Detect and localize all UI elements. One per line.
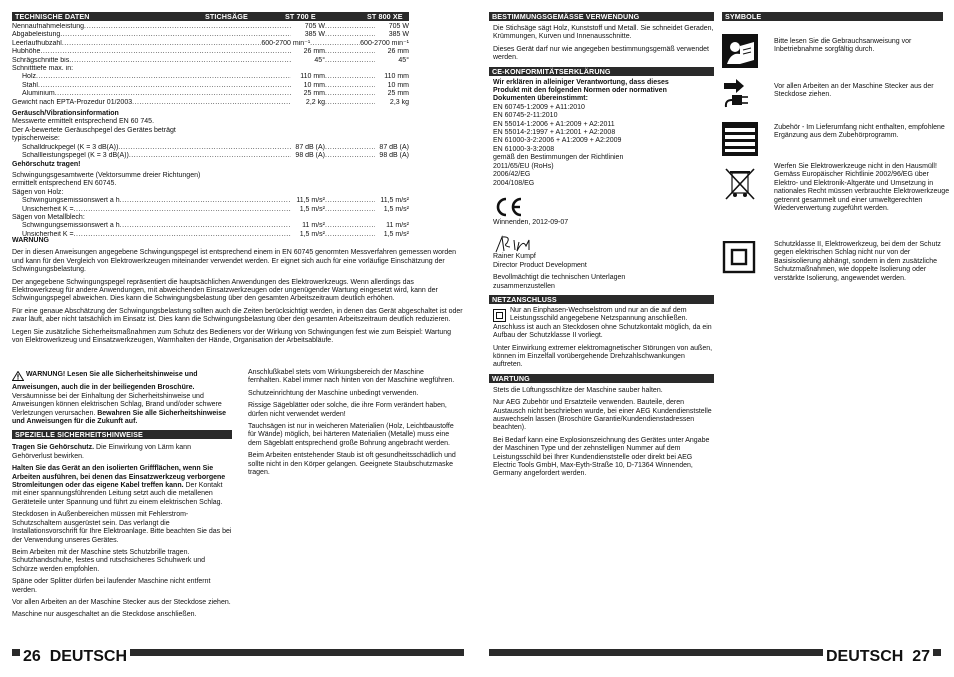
noise-value-b: 98 dB (A) <box>379 152 409 160</box>
unplug-icon <box>722 77 758 111</box>
auth-2: zusammenzustellen <box>493 282 555 290</box>
vib-rows-wood <box>12 197 409 214</box>
noise-label: Schallleistungspegel (K = 3 dB(A)) <box>22 152 129 160</box>
vib-wood-label: Schwingungsemissionswert a h <box>22 197 120 205</box>
tech-row <box>12 40 409 48</box>
tech-value-a: 25 mm <box>303 90 325 98</box>
ce-line: Produkt mit den folgenden Normen oder normativen <box>493 87 667 95</box>
symbol-text-3: Zubehör - Im Lieferumfang nicht enthalten, empfohlene Ergänzung aus dem Zubehörprogramm. <box>774 124 945 140</box>
page-number: 26 <box>23 648 41 665</box>
maint-para-3: Bei Bedarf kann eine Explosionszeichnung des Gerätes unter Angabe der Maschinen Type und der zehnstelligen Nummer auf dem Leistungsschild bei Ihrer Kundendienststelle oder direkt bei AEG Electric Tools GmbH, Max-Eyth-Straße 10, D-71364 Winnenden, Germany angefordert werden. <box>493 436 710 478</box>
right-col-1 <box>489 12 714 483</box>
noise-row <box>12 152 409 160</box>
left-footer <box>12 648 464 668</box>
right-footer <box>489 648 941 668</box>
vib-metal-value-b: 11 m/s² <box>386 222 409 230</box>
special-para: Beim Arbeiten mit der Maschine stets Schutzbrille tragen. Schutzhandschuhe, festes und rutschsicheres Schuhwerk und Schürze werden empfohlen. <box>12 548 206 573</box>
signer-name: Rainer Kumpf <box>493 253 536 261</box>
tech-value-b: 26 mm <box>387 48 409 56</box>
tech-row <box>12 57 409 65</box>
auth-1: Bevollmächtigt die technischen Unterlagen <box>493 274 626 282</box>
tech-col-b: ST 800 XE <box>367 12 403 21</box>
warning-section <box>12 237 464 349</box>
vib-metal-label: Unsicherheit K = <box>22 230 74 238</box>
symbol-text-5: Schutzklasse II, Elektrowerkzeug, bei dem der Schutz gegen elektrischen Schlag nicht nur von der Basisisolierung abhängt, sondern in dem zusätzliche Schutzmaßnahmen, wie doppelte Isolierung oder verstärkte Isolierung, angewendet werden. <box>774 241 941 282</box>
tech-col-model: STICHSÄGE <box>205 12 248 21</box>
tech-row <box>12 23 409 31</box>
usage-para-1: Die Stichsäge sägt Holz, Kunststoff und Metall. Sie schneidet Geraden, Krümmungen, Kurven und Innenausschnitte. <box>493 25 714 41</box>
technical-data <box>12 12 409 239</box>
ce-lines <box>489 79 714 188</box>
ear-protection: Gehörschutz tragen! <box>12 160 81 168</box>
safety-para-5: Beim Arbeiten entstehender Staub ist oft gesundheitsschädlich und sollte nicht in den Körper gelangen. Geeignete Staubschutzmaske tragen. <box>248 452 456 477</box>
tech-row <box>12 48 409 56</box>
safety-column-2 <box>248 369 458 481</box>
footer-left-text <box>20 647 130 667</box>
ce-header: CE-KONFORMITÄTSERKLÄRUNG <box>489 67 714 76</box>
vib-wood-value-b: 11,5 m/s² <box>380 197 409 205</box>
special-para: Maschine nur ausgeschaltet an die Steckdose anschließen. <box>12 611 197 619</box>
noise-value-a: 98 dB (A) <box>295 152 325 160</box>
noise-value-a: 87 dB (A) <box>295 143 325 151</box>
warning-para-2: Der angegebene Schwingungspegel repräsentiert die hauptsächlichen Anwendungen des Elektrowerkzeugs. Wenn allerdings das Elektrowerkzeug für andere Anwendungen, mit abweichenden Einsatzwerkzeugen oder ungenügender Wartung eingesetzt wird, kann der Schwingungspegel abweichen. Dies kann die Schwingungsbelastung über den gesamten Arbeitszeitraum deutlich erhöhen. <box>12 278 438 303</box>
tech-label: Schnitttiefe max. in: <box>12 65 74 73</box>
warning-para-3: Für eine genaue Abschätzung der Schwingungsbelastung sollten auch die Zeiten berücksichtigt werden, in denen das Gerät abgeschaltet ist oder zwar läuft, aber nicht tatsächlich im Einsatz ist. Dies kann die Schwingungsbelastung über den gesamten Arbeitszeitraum deutlich reduzieren. <box>12 307 463 324</box>
tech-value-b: 110 mm <box>384 73 409 81</box>
tech-value-a: 600-2700 min⁻¹ <box>261 39 311 47</box>
tech-label: Holz <box>22 73 37 81</box>
symbol-text-2: Vor allen Arbeiten an der Maschine Stecker aus der Steckdose ziehen. <box>774 83 934 99</box>
vib-wood: Sägen von Holz: <box>12 188 64 196</box>
ce-line: EN 60745-2-11:2010 <box>493 112 558 120</box>
footer-language: DEUTSCH <box>825 648 904 665</box>
tech-row <box>12 73 409 81</box>
safety-para-4: Tauchsägen ist nur in weicheren Materialien (Holz, Leichtbaustoffe für Wände) möglich, bei härteren Materialien (Metalle) muss eine dem Sägeblatt entsprechend große Bohrung angebracht werden. <box>248 423 454 447</box>
ce-line: EN 61000-3-3:2008 <box>493 145 555 153</box>
vib-metal-row <box>12 222 409 230</box>
vib-intro-1: Schwingungsgesamtwerte (Vektorsumme dreier Richtungen) <box>12 171 201 179</box>
special-para: Steckdosen in Außenbereichen müssen mit Fehlerstrom-Schutzschaltern ausgerüstet sein. Das verlangt die Installationsvorschrift für Ihre Elektroanlage. Bitte beachten Sie das bei der Verwendung unseres Gerätes. <box>12 511 232 544</box>
ce-line: Dokumenten übereinstimmt: <box>493 95 588 103</box>
vib-wood-value-a: 11,5 m/s² <box>296 197 325 205</box>
tech-value-b: 385 W <box>388 31 409 39</box>
special-paras <box>12 444 232 619</box>
noise-label: Schalldruckpegel (K = 3 dB(A)) <box>22 143 119 151</box>
footer-language: DEUTSCH <box>49 648 128 665</box>
tech-label: Nennaufnahmeleistung <box>12 23 84 30</box>
tech-row <box>12 82 409 90</box>
net-text-2: Unter Einwirkung extremer elektromagnetischer Störungen von außen, können im Einzelfall vorübergehende Drehzahlschwankungen auftreten. <box>493 344 713 369</box>
tech-header-bar <box>12 12 409 21</box>
tech-label: Stahl <box>22 81 38 89</box>
tech-value-b: 25 mm <box>387 90 409 98</box>
special-para: Halten Sie das Gerät an den isolierten Griffflächen, wenn Sie Arbeiten ausführen, bei denen das Einsatzwerkzeug verborgene Stromleitungen oder das eigene Kabel treffen kann. Der Kontakt mit einer spannungsführenden Leitung setzt auch die metallenen Geräteteile unter Spannung und führt zu einem elektrischen Schlag. <box>12 465 226 506</box>
vib-intro-2: ermittelt entsprechend EN 60745. <box>12 180 117 188</box>
tech-value-a: 26 mm <box>303 48 325 56</box>
net-para-1 <box>489 307 714 341</box>
read-manual-icon <box>722 34 758 68</box>
vib-wood-row <box>12 197 409 205</box>
maint-para-2: Nur AEG Zubehör und Ersatzteile verwenden. Bauteile, deren Austausch nicht beschrieben wurde, bei einer AEG Kundendienststelle auswechseln lassen (Broschüre Garantie/Kundendienstadressen beachten). <box>493 399 712 432</box>
symbol-text-1: Bitte lesen Sie die Gebrauchsanweisung vor Inbetriebnahme sorgfältig durch. <box>774 38 912 54</box>
tech-label: Leerlaufhubzahl <box>12 39 62 47</box>
vib-wood-value-a: 1,5 m/s² <box>299 205 325 213</box>
vib-metal-value-a: 11 m/s² <box>302 222 325 230</box>
tech-value-a: 10 mm <box>303 81 325 89</box>
vib-metal-value-b: 1,5 m/s² <box>383 230 409 238</box>
tech-label: Gewicht nach EPTA-Prozedur 01/2003 <box>12 98 133 106</box>
symbols-header: SYMBOLE <box>722 12 943 21</box>
general-warning-bold: WARNUNG! Lesen Sie alle Sicherheitshinweise und Anweisungen, auch die in der beiliegenden Broschüre. <box>12 371 198 392</box>
noise-intro-2: Der A-bewertete Geräuschpegel des Gerätes beträgt <box>12 126 176 134</box>
safety-para-2: Schutzeinrichtung der Maschine unbedingt verwenden. <box>248 389 419 397</box>
tech-label: Abgabeleistung <box>12 31 61 39</box>
vib-wood-value-b: 1,5 m/s² <box>383 205 409 213</box>
usage-para-2: Dieses Gerät darf nur wie angegeben bestimmungsgemäß verwendet werden. <box>493 45 709 62</box>
safety-para-3: Rissige Sägeblätter oder solche, die ihre Form verändert haben, dürfen nicht verwendet werden! <box>248 402 447 418</box>
special-header: SPEZIELLE SICHERHEITSHINWEISE <box>12 430 232 439</box>
page-number: 27 <box>912 648 930 665</box>
accessory-blades-icon <box>722 122 758 156</box>
net-header: NETZANSCHLUSS <box>489 295 714 304</box>
tech-row <box>12 99 409 107</box>
noise-value-b: 87 dB (A) <box>379 143 409 151</box>
warning-title: WARNUNG <box>12 237 49 244</box>
vib-wood-row <box>12 206 409 214</box>
ce-line: EN 55014-2:1997 + A1:2001 + A2:2008 <box>493 129 616 137</box>
ce-mark-icon <box>493 196 525 218</box>
vib-metal-value-a: 1,5 m/s² <box>299 230 325 238</box>
vib-metal-label: Schwingungsemissionswert a h <box>22 222 120 230</box>
tech-header: TECHNISCHE DATEN <box>15 12 90 21</box>
tech-row <box>12 65 409 73</box>
noise-row <box>12 144 409 152</box>
right-page <box>477 0 954 677</box>
tech-value-a: 110 mm <box>300 73 325 81</box>
tech-label: Schrägschnitte bis <box>12 56 70 64</box>
noise-intro-1: Messwerte ermittelt entsprechend EN 60 745. <box>12 118 155 126</box>
special-para: Tragen Sie Gehörschutz. Die Einwirkung von Lärm kann Gehörverlust bewirken. <box>12 444 191 460</box>
tech-label: Aluminium <box>22 90 55 98</box>
class-ii-inline-icon <box>493 309 506 322</box>
ce-line: EN 55014-1:2006 + A1:2009 + A2:2011 <box>493 120 615 128</box>
noise-title: Geräusch/Vibrationsinformation <box>12 110 119 118</box>
special-para: Späne oder Splitter dürfen bei laufender Maschine nicht entfernt werden. <box>12 578 211 594</box>
ce-line: EN 60745-1:2009 + A11:2010 <box>493 103 585 111</box>
general-warning-text: Versäumnisse bei der Einhaltung der Sicherheitshinweise und Anweisungen können elektrischen Schlag, Brand und/oder schwere Verletzungen verursachen. <box>12 392 222 417</box>
warning-para-1: Der in diesen Anweisungen angegebene Schwingungspegel ist entsprechend einem in EN 60745 genormten Messverfahren gemessen worden und kann für den Vergleich von Elektrowerkzeugen miteinander verwendet werden. Er eignet sich auch für eine vorläufige Einschätzung der Schwingungsbelastung. <box>12 249 457 274</box>
ce-line: EN 61000-3-2:2006 + A1:2009 + A2:2009 <box>493 137 622 145</box>
ce-line: 2006/42/EG <box>493 171 531 179</box>
symbols-section <box>722 12 950 312</box>
vib-wood-label: Unsicherheit K = <box>22 205 74 213</box>
safety-para-1: Anschlußkabel stets vom Wirkungsbereich der Maschine fernhalten. Kabel immer nach hinten von der Maschine wegführen. <box>248 369 455 385</box>
signer-title: Director Product Development <box>493 261 587 269</box>
noise-rows <box>12 144 409 161</box>
tech-rows <box>12 23 409 107</box>
ce-line: gemäß den Bestimmungen der Richtlinien <box>493 154 624 162</box>
tech-value-a: 705 W <box>304 23 325 30</box>
maint-para-1: Stets die Lüftungsschlitze der Maschine sauber halten. <box>493 386 663 394</box>
tech-value-b: 600-2700 min⁻¹ <box>360 39 409 47</box>
special-para: Vor allen Arbeiten an der Maschine Stecker aus der Steckdose ziehen. <box>12 598 231 606</box>
general-warning <box>12 371 232 426</box>
maint-header: WARTUNG <box>489 374 714 383</box>
ce-line: 2011/65/EU (RoHs) <box>493 162 554 170</box>
general-warning-keep: Bewahren Sie alle Sicherheitshinweise und Anweisungen für die Zukunft auf. <box>12 409 227 426</box>
tech-value-a: 2,2 kg <box>305 98 325 106</box>
noise-intro-3: typischerweise: <box>12 135 60 143</box>
tech-row <box>12 31 409 39</box>
tech-label: Hubhöhe <box>12 48 41 56</box>
tech-row <box>12 90 409 98</box>
weee-bin-icon <box>722 167 758 201</box>
tech-value-b: 10 mm <box>387 81 409 89</box>
tech-value-b: 2,3 kg <box>389 98 409 106</box>
tech-value-a: 45° <box>314 56 325 64</box>
safety-column <box>12 371 232 624</box>
signature-image <box>489 233 714 253</box>
symbol-text-4: Werfen Sie Elektrowerkzeuge nicht in den Hausmüll! Gemäss Europäischer Richtlinie 2002/96/EG über Elektro- und Elektronik-Altgeräte und Umsetzung in nationales Recht müssen verbrauchte Elektrowerkzeuge getrennt gesammelt und einer umweltgerechten Wiederverwertung zugeführt werden. <box>774 163 950 213</box>
footer-right-text <box>823 647 933 667</box>
vib-metal: Sägen von Metallblech: <box>12 213 85 221</box>
place-date: Winnenden, 2012-09-07 <box>493 218 569 226</box>
net-text-1: Nur an Einphasen-Wechselstrom und nur an die auf dem Leistungsschild angegebene Netzspannung anschließen. Anschluss ist auch an Steckdosen ohne Schutzkontakt möglich, da ein Aufbau der Schutzklasse II vorliegt. <box>493 306 712 340</box>
warning-para-4: Legen Sie zusätzliche Sicherheitsmaßnahmen zum Schutz des Bedieners vor der Wirkung von Schwingungen fest wie zum Beispiel: Wartung von Elektrowerkzeug und Einsatzwerkzeugen, Warmhalten der Hände, Organisation der Arbeitsabläufe. <box>12 328 452 345</box>
tech-value-a: 385 W <box>304 31 325 39</box>
protection-class-ii-icon <box>722 241 758 275</box>
tech-value-b: 705 W <box>388 23 409 30</box>
tech-col-a: ST 700 E <box>285 12 316 21</box>
ce-line: Wir erklären in alleiniger Verantwortung, dass dieses <box>493 78 669 86</box>
tech-value-b: 45° <box>398 56 409 64</box>
ce-line: 2004/108/EG <box>493 179 535 187</box>
usage-header: BESTIMMUNGSGEMÄSSE VERWENDUNG <box>489 12 714 21</box>
warning-triangle-icon <box>12 371 24 384</box>
